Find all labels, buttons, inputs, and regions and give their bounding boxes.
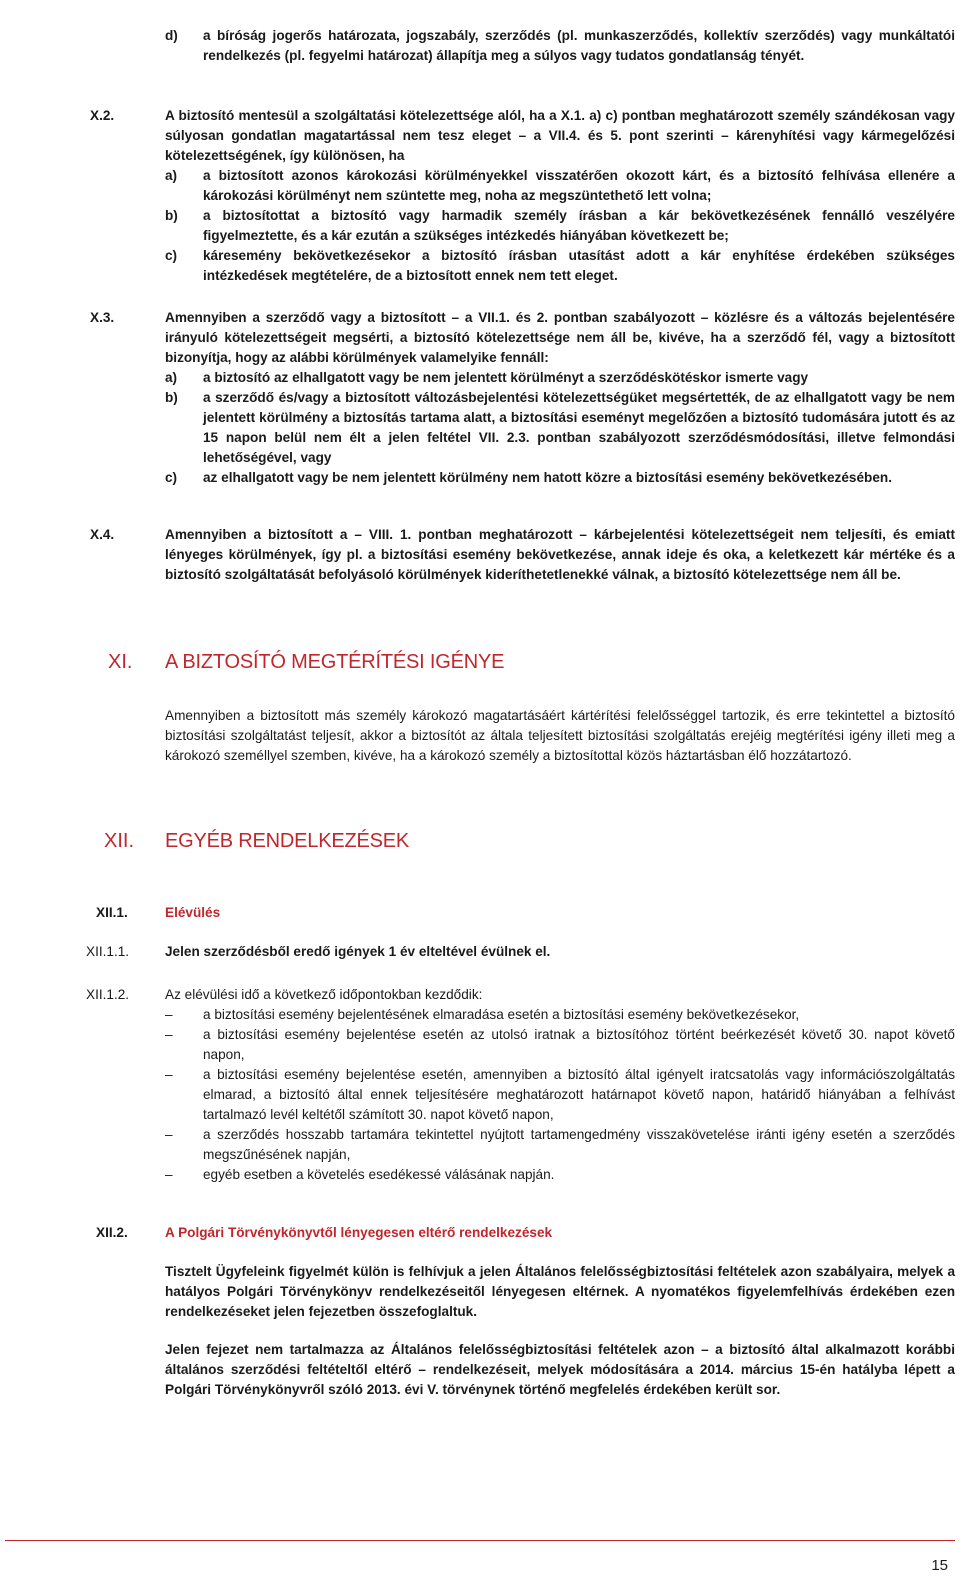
section-title-xii2: A Polgári Törvénykönyvtől lényegesen eltérő rendelkezések xyxy=(165,1225,553,1240)
item-label: b) xyxy=(165,208,178,223)
section-xii12-intro: Az elévülési idő a következő időpontokban kezdődik: xyxy=(165,987,483,1002)
list-item xyxy=(165,1005,955,1025)
item-text: a szerződés hosszabb tartamára tekintettel nyújtott tartamengedmény visszakövetelése iránti igény esetén a szerződés megszűnésének napján, xyxy=(203,1127,955,1162)
list-item xyxy=(165,166,955,206)
item-text: a biztosítási esemény bejelentése esetén az utolsó iratnak a biztosítóhoz történt beérkezését követő 30. napot követő napon, xyxy=(203,1027,955,1062)
section-x3 xyxy=(165,308,955,488)
dash-list xyxy=(165,1005,955,1185)
item-d xyxy=(165,26,955,66)
item-label: a) xyxy=(165,168,178,183)
item-text: a biztosított azonos károkozási körülményekkel visszatérően okozott kárt, és a biztosító felhívása ellenére a károkozási körülményt nem szüntette meg, noha az megszüntethető lett volna; xyxy=(203,168,955,203)
item-label: a) xyxy=(165,370,178,385)
section-xii2-p2: Jelen fejezet nem tartalmazza az Általános felelősségbiztosítási feltételek azon – a biztosító által alkalmazott korábbi általános szerződési feltételtől eltérő – rendelkezéseit, melyek módosítására a 2014. március 15-én hatályba lépett a Polgári Törvénykönyvről szóló 2013. évi V. törvénynek történő megfelelés érdekében került sor. xyxy=(165,1342,955,1397)
item-label: b) xyxy=(165,390,178,405)
footer-divider xyxy=(5,1540,955,1541)
dash-marker: – xyxy=(165,1027,173,1042)
item-text: az elhallgatott vagy be nem jelentett körülmény nem hatott közre a biztosítási esemény bekövetkezésében. xyxy=(203,470,892,485)
list-item xyxy=(165,1165,955,1185)
chapter-title-xi: A BIZTOSÍTÓ MEGTÉRÍTÉSI IGÉNYE xyxy=(165,651,505,673)
list-item xyxy=(165,468,955,488)
section-number-xii2: XII.2. xyxy=(96,1225,128,1240)
item-text: a biztosítási esemény bejelentésének elmaradása esetén a biztosítási esemény bekövetkezésekor, xyxy=(203,1007,800,1022)
item-text: a biztosítottat a biztosító vagy harmadik személy írásban a kár bekövetkezésének fennálló veszélyére figyelmeztette, és a kár ezután a szükséges intézkedés hiányában következett be; xyxy=(203,208,955,243)
list-item xyxy=(165,1025,955,1065)
item-text: egyéb esetben a követelés esedékessé válásának napján. xyxy=(203,1167,555,1182)
section-number-xii1: XII.1. xyxy=(96,905,128,920)
item-label: d) xyxy=(165,28,178,43)
item-label: c) xyxy=(165,248,178,263)
chapter-number-xii: XII. xyxy=(104,830,135,852)
dash-marker: – xyxy=(165,1127,173,1142)
item-text: a bíróság jogerős határozata, jogszabály, szerződés (pl. munkaszerződés, kollektív szerződés) vagy munkáltatói rendelkezés (pl. fegyelmi határozat) állapítja meg a súlyos vagy tudatos gondatlanság tényét. xyxy=(203,28,955,63)
item-text: a szerződő és/vagy a biztosított változásbejelentési kötelezettségüket megsértették, de az elhallgatott vagy be nem jelentett körülmény a biztosítás tartama alatt, a biztosítási eseményt megelőzően a biztosító tudomására jutott és az 15 napon belül nem élt a jelen feltétel VII. 2.3. pontban szabályozott szerződésmódosítási, illetve felmondási lehetőségével, vagy xyxy=(203,390,955,465)
section-xii12 xyxy=(165,985,955,1005)
dash-marker: – xyxy=(165,1067,173,1082)
item-text: a biztosítási esemény bejelentése esetén, amennyiben a biztosító által igényelt iratcsatolás vagy információszolgáltatás elmarad, a biztosító által ennek teljesítésére meghatározott határnapot követő napon, határidő hiányában a felhívást tartalmazó levél keltétől számított 30. napot követő napon, xyxy=(203,1067,955,1122)
section-xii11-text: Jelen szerződésből eredő igények 1 év elteltével évülnek el. xyxy=(165,944,551,959)
dash-marker: – xyxy=(165,1167,173,1182)
list-item xyxy=(165,246,955,286)
section-xii2-p1: Tisztelt Ügyfeleink figyelmét külön is felhívjuk a jelen Általános felelősségbiztosítási feltételek azon szabályaira, melyek a hatályos Polgári Törvénykönyv rendelkezéseitől lényegesen eltérnek. A nyomatékos figyelemfelhívás érdekében ezen rendelkezéseket jelen fejezetben összefoglaltuk. xyxy=(165,1264,955,1319)
section-x2-intro: A biztosító mentesül a szolgáltatási kötelezettsége alól, ha a X.1. a) c) pontban meghatározott személy szándékosan vagy súlyosan gondatlan magatartással nem tesz eleget – a VII.4. és 5. pont szerinti – kárenyhítési vagy kármegelőzési kötelezettségének, így különösen, ha xyxy=(165,108,955,163)
item-text: káresemény bekövetkezésekor a biztosító írásban utasítást adott a kár enyhítése érdekében szükséges intézkedések megtételére, de a biztosított ennek nem tett eleget. xyxy=(203,248,955,283)
chapter-number-xi: XI. xyxy=(108,651,133,673)
list-item xyxy=(165,206,955,246)
section-x3-intro: Amennyiben a szerződő vagy a biztosított – a VII.1. és 2. pontban szabályozott – közlésre és a változás bejelentésére irányuló kötelezettségeit megsérti, a biztosító kötelezettsége nem áll be, kivéve, ha a szerződő fél, vagy a biztosított bizonyítja, hogy az alábbi körülmények valamelyike fennáll: xyxy=(165,310,955,365)
chapter-title-xii: EGYÉB RENDELKEZÉSEK xyxy=(165,830,410,852)
section-number-x2: X.2. xyxy=(90,108,115,123)
section-title-xii1: Elévülés xyxy=(165,905,221,920)
section-number-xii11: XII.1.1. xyxy=(86,944,130,959)
item-text: a biztosító az elhallgatott vagy be nem jelentett körülményt a szerződéskötéskor ismerte vagy xyxy=(203,370,809,385)
section-x4-text: Amennyiben a biztosított a – VIII. 1. pontban meghatározott – kárbejelentési kötelezettségeit nem teljesíti, és emiatt lényeges körülmények, így pl. a biztosítási esemény bekövetkezése, annak ideje és oka, a keletkezett kár mértéke és a biztosító szolgáltatását befolyásoló körülmények kideríthetetlenekké válnak, a biztosító kötelezettsége nem áll be. xyxy=(165,527,955,582)
section-number-x4: X.4. xyxy=(90,527,115,542)
item-label: c) xyxy=(165,470,178,485)
section-number-xii12: XII.1.2. xyxy=(86,987,130,1002)
section-number-x3: X.3. xyxy=(90,310,115,325)
list-item xyxy=(165,1125,955,1165)
list-item xyxy=(165,388,955,468)
list-item xyxy=(165,1065,955,1125)
list-item xyxy=(165,368,955,388)
chapter-xi-text: Amennyiben a biztosított más személy károkozó magatartásáért kártérítési felelősséggel tartozik, és erre tekintettel a biztosító biztosítási szolgáltatást teljesít, akkor a biztosítót az általa teljesített biztosítási szolgáltatás erejéig megtérítési igény illeti meg a károkozó személlyel szemben, kivéve, ha a károkozó személy a biztosítottal közös háztartásban élő hozzátartozó. xyxy=(165,708,955,763)
page-number: 15 xyxy=(931,1557,948,1574)
section-x2 xyxy=(165,106,955,286)
dash-marker: – xyxy=(165,1007,173,1022)
